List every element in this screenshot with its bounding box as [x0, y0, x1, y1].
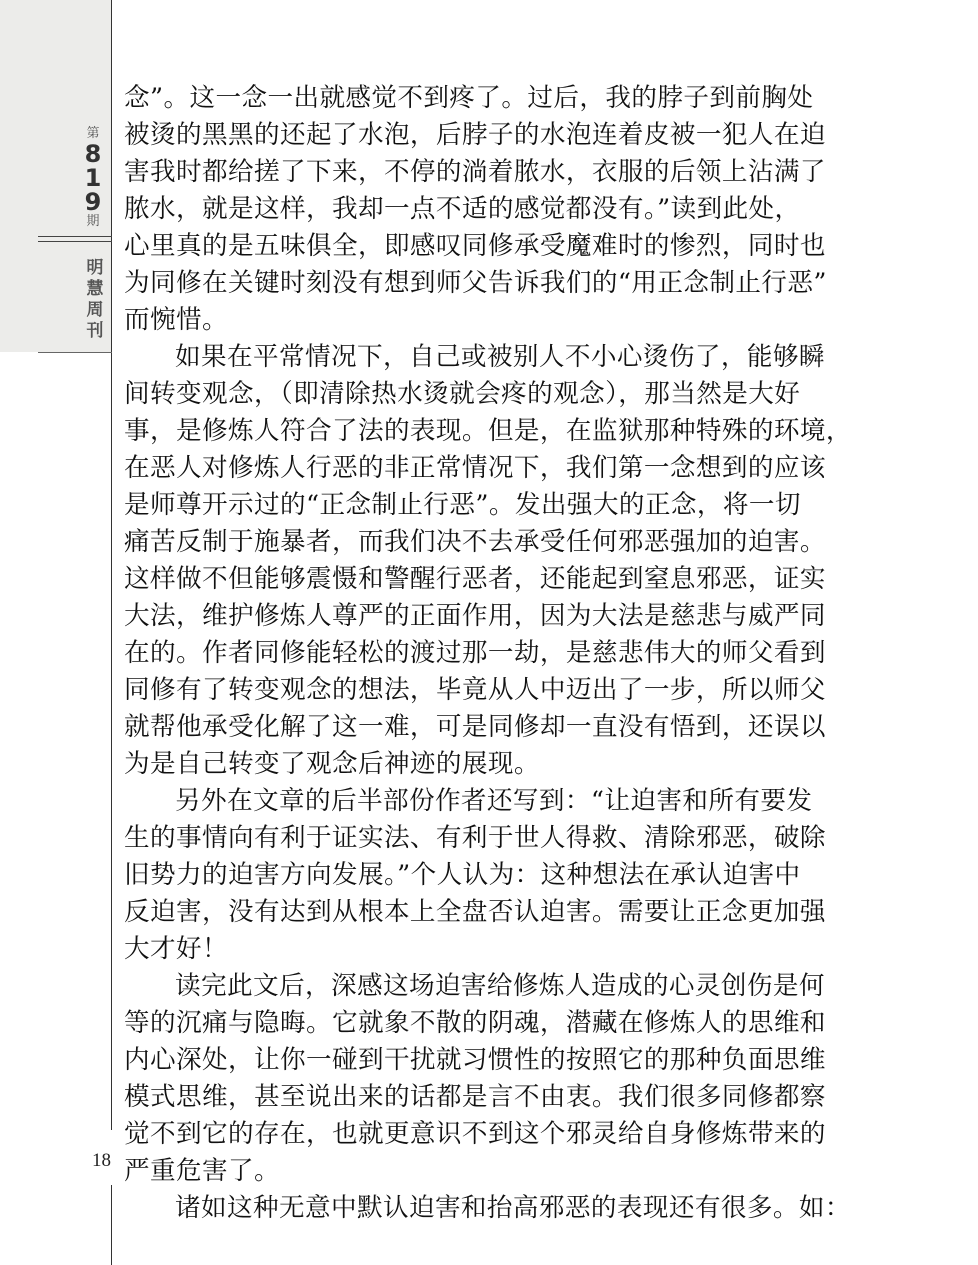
text-line: 害我时都给搓了下来，不停的淌着脓水，衣服的后领上沾满了	[124, 157, 826, 187]
journal-char: 周	[86, 300, 104, 320]
margin-rule-bottom	[111, 1185, 112, 1265]
text-line: 而惋惜。	[124, 305, 228, 335]
article-body	[124, 80, 852, 1227]
issue-number	[78, 126, 108, 230]
issue-suffix: 期	[86, 214, 100, 229]
text-line: 在的。作者同修能轻松的渡过那一劫，是慈悲伟大的师父看到	[124, 638, 826, 668]
text-line: 诸如这种无意中默认迫害和抬高邪恶的表现还有很多。如：	[175, 1193, 851, 1223]
journal-char: 明	[86, 258, 104, 278]
text-line: 内心深处，让你一碰到干扰就习惯性的按照它的那种负面思维	[124, 1045, 826, 1075]
text-line: 大才好！	[124, 934, 228, 964]
issue-digit: 1	[84, 164, 102, 192]
text-line: 模式思维，甚至说出来的话都是言不由衷。我们很多同修都察	[124, 1082, 826, 1112]
margin-rule-top	[111, 0, 112, 1130]
text-line: 反迫害，没有达到从根本上全盘否认迫害。需要让正念更加强	[124, 897, 826, 927]
text-line: 间转变观念，（即清除热水烫就会疼的观念），那当然是大好	[124, 379, 801, 409]
text-line: 等的沉痛与隐晦。它就象不散的阴魂，潜藏在修炼人的思维和	[124, 1008, 826, 1038]
text-line: 这样做不但能够震慑和警醒行恶者，还能起到窒息邪恶，证实	[124, 564, 826, 594]
issue-digit: 8	[84, 140, 102, 168]
issue-prefix: 第	[86, 126, 100, 141]
divider-line	[38, 236, 112, 237]
journal-title	[84, 258, 106, 342]
page-number: 18	[92, 1150, 111, 1171]
journal-char: 刊	[86, 321, 104, 341]
text-line: 为同修在关键时刻没有想到师父告诉我们的“用正念制止行恶”	[124, 268, 827, 298]
text-line: 为是自己转变了观念后神迹的展现。	[124, 749, 540, 779]
text-line: 在恶人对修炼人行恶的非正常情况下，我们第一念想到的应该	[124, 453, 826, 483]
divider-line	[38, 352, 112, 353]
text-line: 严重危害了。	[124, 1156, 280, 1186]
text-line: 事，是修炼人符合了法的表现。但是，在监狱那种特殊的环境，	[124, 416, 852, 446]
text-line: 生的事情向有利于证实法、有利于世人得救、清除邪恶，破除	[124, 823, 826, 853]
text-line: 另外在文章的后半部份作者还写到：“让迫害和所有要发	[175, 786, 813, 816]
text-line: 脓水，就是这样，我却一点不适的感觉都没有。”读到此处，	[124, 194, 801, 224]
text-line: 大法，维护修炼人尊严的正面作用，因为大法是慈悲与威严同	[124, 601, 826, 631]
text-line: 同修有了转变观念的想法，毕竟从人中迈出了一步，所以师父	[124, 675, 826, 705]
text-line: 心里真的是五味俱全，即感叹同修承受魔难时的惨烈，同时也	[124, 231, 826, 261]
text-line: 痛苦反制于施暴者，而我们决不去承受任何邪恶强加的迫害。	[124, 527, 826, 557]
text-line: 如果在平常情况下，自己或被别人不小心烫伤了，能够瞬	[175, 342, 825, 372]
journal-char: 慧	[86, 279, 104, 299]
text-line: 被烫的黑黑的还起了水泡，后脖子的水泡连着皮被一犯人在迫	[124, 120, 826, 150]
text-line: 觉不到它的存在，也就更意识不到这个邪灵给自身修炼带来的	[124, 1119, 826, 1149]
text-line: 读完此文后，深感这场迫害给修炼人造成的心灵创伤是何	[175, 971, 825, 1001]
text-line: 念”。这一念一出就感觉不到疼了。过后，我的脖子到前胸处	[124, 83, 814, 113]
text-line: 旧势力的迫害方向发展。”个人认为：这种想法在承认迫害中	[124, 860, 801, 890]
text-line: 就帮他承受化解了这一难，可是同修却一直没有悟到，还误以	[124, 712, 826, 742]
issue-digit: 9	[84, 188, 102, 216]
text-line: 是师尊开示过的“正念制止行恶”。发出强大的正念，将一切	[124, 490, 801, 520]
divider-line	[38, 241, 112, 242]
